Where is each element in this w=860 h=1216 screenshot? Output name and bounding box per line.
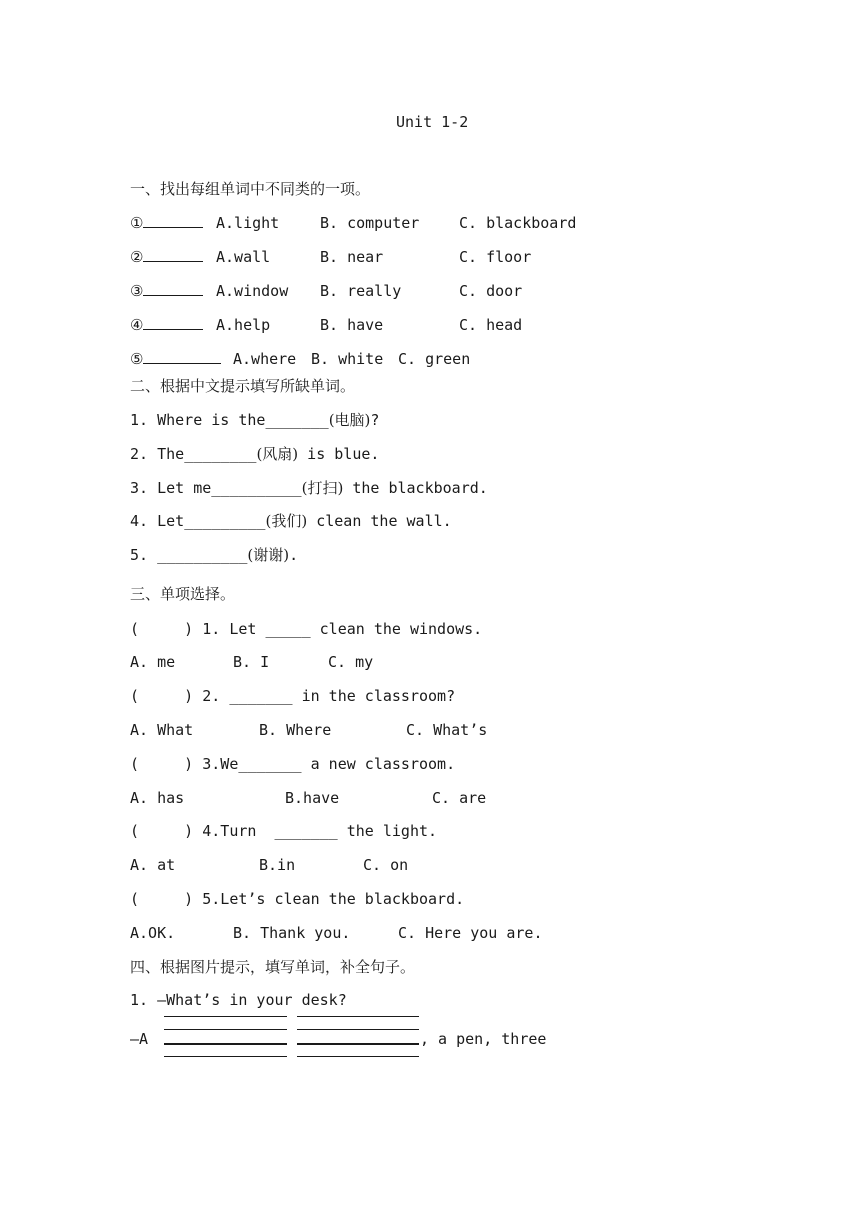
question-text: 3.We_______ a new classroom. bbox=[202, 755, 456, 773]
option-c: C. on bbox=[363, 856, 409, 874]
option-b: B. really bbox=[320, 282, 402, 300]
section4-question: 1. —What’s in your desk? bbox=[130, 991, 347, 1009]
option-c: C. Here you are. bbox=[398, 924, 543, 942]
question-text: 5.Let’s clean the blackboard. bbox=[202, 890, 465, 908]
answer-blank[interactable] bbox=[143, 247, 203, 262]
answer-suffix: , a pen, three bbox=[420, 1030, 547, 1048]
section2-heading: 二、根据中文提示填写所缺单词。 bbox=[130, 377, 356, 395]
option-c: C. door bbox=[459, 282, 523, 300]
option-c: C. head bbox=[459, 316, 523, 334]
option-b: B.in bbox=[259, 856, 296, 874]
answer-blank[interactable] bbox=[143, 213, 203, 228]
option-b: B. I bbox=[233, 653, 270, 671]
option-a: A.window bbox=[216, 282, 289, 300]
answer-bracket[interactable]: ( ) bbox=[130, 620, 194, 638]
option-c: C. are bbox=[432, 789, 487, 807]
chinese-hint: (风扇) bbox=[256, 445, 299, 463]
question-text: 2. _______ in the classroom? bbox=[202, 687, 456, 705]
option-c: C. floor bbox=[459, 248, 532, 266]
option-a: A.help bbox=[216, 316, 271, 334]
chinese-hint: (电脑) bbox=[328, 411, 371, 429]
chinese-hint: (打扫) bbox=[301, 479, 344, 497]
item-number: ④ bbox=[130, 316, 144, 334]
answer-blank[interactable] bbox=[143, 349, 221, 364]
option-b: B. Where bbox=[259, 721, 332, 739]
option-b: B.have bbox=[285, 789, 340, 807]
answer-blank[interactable] bbox=[143, 281, 203, 296]
section2-item: 3. Let me__________(打扫) the blackboard. bbox=[130, 479, 488, 497]
section1-heading: 一、找出每组单词中不同类的一项。 bbox=[130, 180, 371, 198]
answer-blank[interactable]: __________ bbox=[157, 546, 248, 564]
section2-item: 4. Let_________(我们) clean the wall. bbox=[130, 512, 452, 530]
option-a: A.where bbox=[233, 350, 297, 368]
option-a: A.light bbox=[216, 214, 280, 232]
item-number: ③ bbox=[130, 282, 144, 300]
option-a: A.wall bbox=[216, 248, 271, 266]
chinese-hint: (我们) bbox=[265, 512, 308, 530]
item-number: ⑤ bbox=[130, 350, 144, 368]
option-b: B. Thank you. bbox=[233, 924, 351, 942]
answer-blank[interactable]: _________ bbox=[184, 512, 266, 530]
chinese-hint: (谢谢) bbox=[247, 546, 290, 564]
answer-bracket[interactable]: ( ) bbox=[130, 890, 194, 908]
option-c: C. What’s bbox=[406, 721, 488, 739]
option-b: B. white bbox=[311, 350, 384, 368]
option-a: A. has bbox=[130, 789, 185, 807]
answer-blank[interactable]: __________ bbox=[211, 479, 302, 497]
answer-prefix: —A bbox=[130, 1030, 149, 1048]
option-c: C. my bbox=[328, 653, 374, 671]
answer-blank[interactable] bbox=[143, 315, 203, 330]
answer-blank[interactable]: ________ bbox=[184, 445, 257, 463]
option-a: A.OK. bbox=[130, 924, 176, 942]
option-c: C. green bbox=[398, 350, 471, 368]
option-b: B. near bbox=[320, 248, 384, 266]
answer-blank[interactable]: _______ bbox=[265, 411, 329, 429]
option-a: A. at bbox=[130, 856, 176, 874]
option-a: A. me bbox=[130, 653, 176, 671]
option-b: B. have bbox=[320, 316, 384, 334]
section4-heading: 四、根据图片提示，填写单词，补全句子。 bbox=[130, 958, 416, 976]
option-b: B. computer bbox=[320, 214, 420, 232]
answer-bracket[interactable]: ( ) bbox=[130, 822, 194, 840]
page-title: Unit 1-2 bbox=[396, 113, 469, 131]
item-number: ② bbox=[130, 248, 144, 266]
question-text: 4.Turn _______ the light. bbox=[202, 822, 438, 840]
answer-bracket[interactable]: ( ) bbox=[130, 687, 194, 705]
answer-bracket[interactable]: ( ) bbox=[130, 755, 194, 773]
section2-item: 2. The________(风扇) is blue. bbox=[130, 445, 380, 463]
section3-heading: 三、单项选择。 bbox=[130, 585, 236, 603]
section2-item: 1. Where is the_______(电脑)? bbox=[130, 411, 380, 429]
section2-item: 5. __________(谢谢). bbox=[130, 546, 299, 564]
item-number: ① bbox=[130, 214, 144, 232]
option-c: C. blackboard bbox=[459, 214, 577, 232]
question-text: 1. Let _____ clean the windows. bbox=[202, 620, 483, 638]
option-a: A. What bbox=[130, 721, 194, 739]
